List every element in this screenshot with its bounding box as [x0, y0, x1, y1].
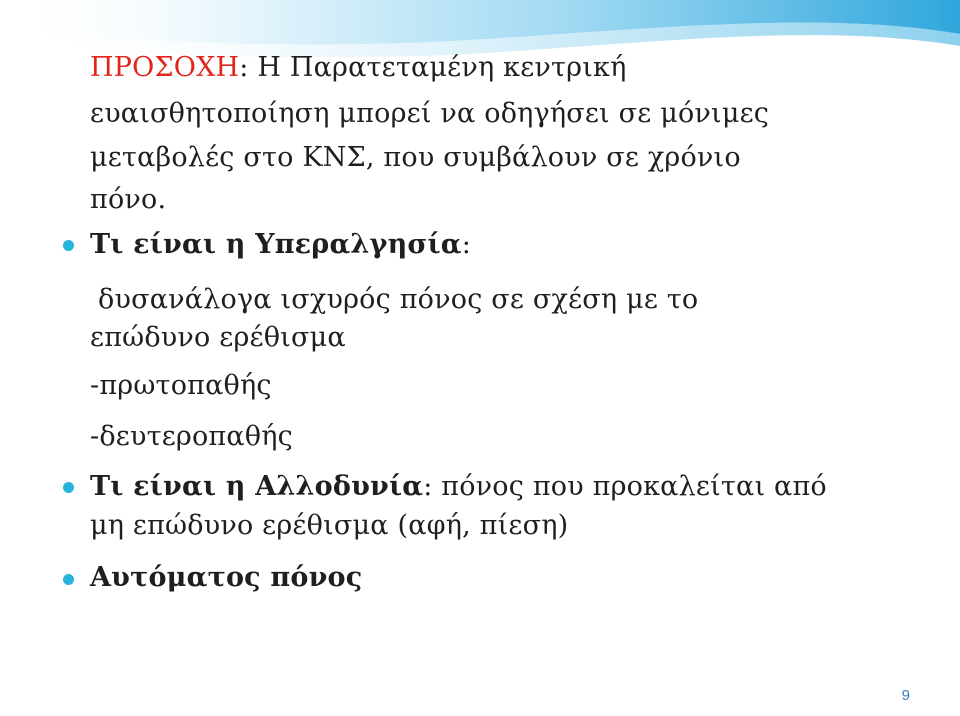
bullet-3-marker [63, 574, 74, 585]
bullet-1-term: Τι είναι η Υπεραλγησία [90, 229, 462, 260]
bullet-2-rest: : πόνος που προκαλείται από [423, 471, 827, 502]
bullet-1-line4: -πρωτοπαθής [90, 370, 272, 401]
bullet-1-marker [63, 240, 74, 251]
bullet-1-line5: -δευτεροπαθής [90, 421, 293, 452]
page-number: 9 [901, 687, 910, 704]
bullet-1-colon: : [461, 229, 472, 260]
bullet-2-marker [63, 482, 74, 493]
bullet-1-line2: δυσανάλογα ισχυρός πόνος σε σχέση με το [98, 284, 699, 315]
paragraph1-line1 [90, 52, 626, 84]
bullet-2-term: Τι είναι η Αλλοδυνία [90, 471, 424, 502]
paragraph1-line1-rest: : Η Παρατεταμένη κεντρική [239, 52, 627, 83]
alert-word: ΠΡΟΣΟΧΗ [90, 52, 240, 83]
paragraph1-line4: πόνο. [90, 184, 167, 215]
paragraph1-line2: ευαισθητοποίηση μπορεί να οδηγήσει σε μόνιμες [90, 98, 770, 129]
bullet-2-line2: μη επώδυνο ερέθισμα (αφή, πίεση) [90, 510, 569, 541]
bullet-2-heading [90, 471, 827, 503]
bullet-1-heading [90, 229, 471, 261]
bullet-1-line3: επώδυνο ερέθισμα [90, 322, 346, 353]
paragraph1-line3: μεταβολές στο ΚΝΣ, που συμβάλουν σε χρόνιο [90, 142, 741, 173]
bullet-3-term: Αυτόματος πόνος [90, 562, 363, 593]
